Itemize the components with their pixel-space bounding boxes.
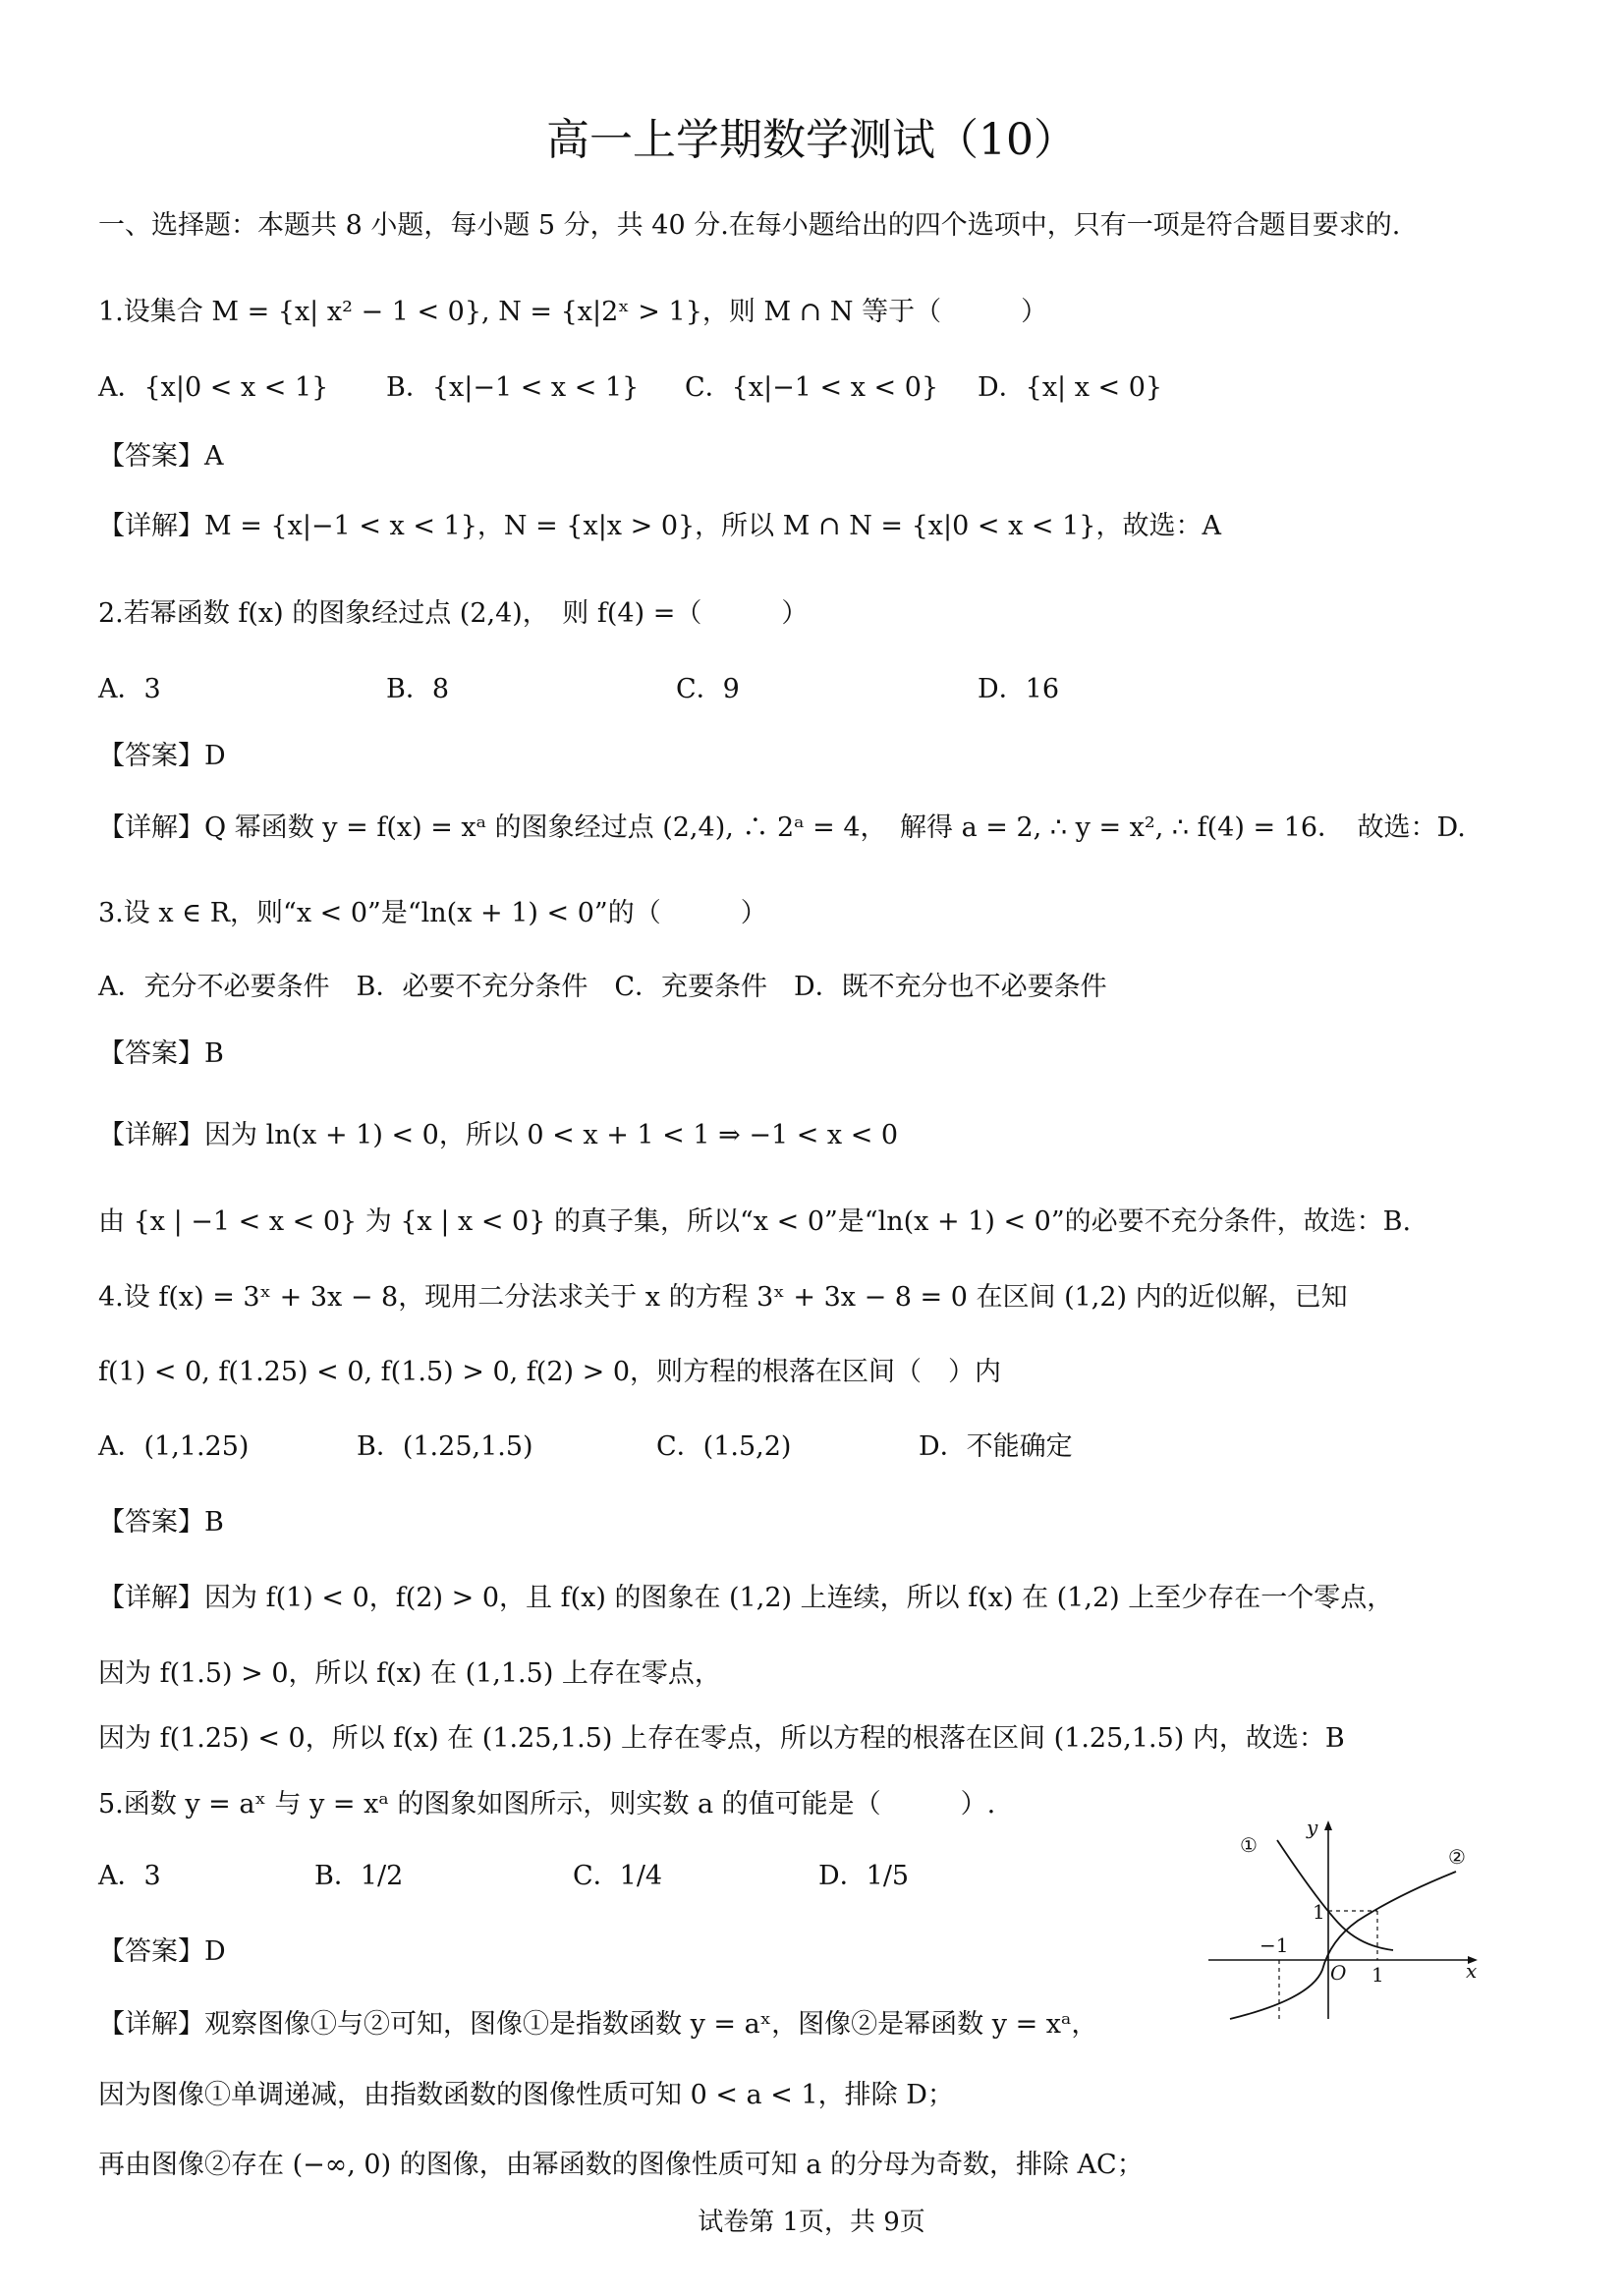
origin-label: O [1330, 1961, 1347, 1985]
section-heading: 一、选择题：本题共 8 小题，每小题 5 分，共 40 分.在每小题给出的四个选项中，只有一项是符合题目要求的. [98, 210, 1401, 241]
q4-option-c: C．(1.5,2) [656, 1431, 792, 1462]
q2-answer: 【答案】D [98, 741, 226, 771]
q2-option-a: A．3 [98, 674, 161, 704]
q4-detail-2: 因为 f(1.5) > 0，所以 f(x) 在 (1,1.5) 上存在零点， [98, 1658, 721, 1689]
q1-stem: 1.设集合 M = {x| x² − 1 < 0}, N = {x|2ˣ > 1}，则 M ∩ N 等于（ ） [98, 297, 1048, 327]
curve2-label: ② [1448, 1845, 1466, 1869]
q1-option-a: A．{x|0 < x < 1} [98, 372, 329, 403]
q5-detail-2: 因为图像①单调递减，由指数函数的图像性质可知 0 < a < 1，排除 D； [98, 2080, 954, 2110]
q1-option-d: D．{x| x < 0} [978, 372, 1163, 403]
q3-options: A．充分不必要条件 B．必要不充分条件 C．充要条件 D．既不充分也不必要条件 [98, 972, 1107, 1002]
q1-option-c: C．{x|−1 < x < 0} [685, 372, 939, 403]
q2-detail: 【详解】Q 幂函数 y = f(x) = xᵃ 的图象经过点 (2,4), ∴ 2ᵃ = 4， 解得 a = 2, ∴ y = x², ∴ f(4) = 16． 故选：D. [98, 812, 1466, 843]
q3-detail-1: 【详解】因为 ln(x + 1) < 0，所以 0 < x + 1 < 1 ⇒ −1 < x < 0 [98, 1120, 899, 1150]
q5-function-graph [1201, 1813, 1485, 2029]
q1-answer: 【答案】A [98, 441, 224, 472]
q4-option-b: B．(1.25,1.5) [357, 1431, 533, 1462]
y-axis-label: y [1307, 1816, 1318, 1839]
curve1-label: ① [1240, 1833, 1258, 1857]
page-title: 高一上学期数学测试（10） [546, 115, 1077, 165]
q4-option-d: D．不能确定 [919, 1431, 1073, 1462]
q5-option-d: D．1/5 [818, 1861, 910, 1891]
q2-option-b: B．8 [386, 674, 450, 704]
q2-stem: 2.若幂函数 f(x) 的图象经过点 (2,4)， 则 f(4) =（ ） [98, 598, 809, 629]
q2-option-d: D．16 [978, 674, 1060, 704]
curve-exponential [1277, 1840, 1393, 1950]
q5-answer: 【答案】D [98, 1936, 226, 1967]
tick-y1: 1 [1313, 1900, 1325, 1924]
q3-detail-2: 由 {x | −1 < x < 0} 为 {x | x < 0} 的真子集，所以“x < 0”是“ln(x + 1) < 0”的必要不充分条件，故选：B. [98, 1206, 1412, 1237]
q4-answer: 【答案】B [98, 1507, 224, 1538]
q4-option-a: A．(1,1.25) [98, 1431, 250, 1462]
q5-detail-3: 再由图像②存在 (−∞, 0) 的图像，由幂函数的图像性质可知 a 的分母为奇数，排除 AC； [98, 2150, 1144, 2180]
page-footer: 试卷第 1页，共 9页 [698, 2208, 925, 2237]
q4-detail-1: 【详解】因为 f(1) < 0，f(2) > 0，且 f(x) 的图象在 (1,2) 上连续，所以 f(x) 在 (1,2) 上至少存在一个零点， [98, 1583, 1394, 1613]
q2-option-c: C．9 [676, 674, 740, 704]
q5-option-c: C．1/4 [573, 1861, 663, 1891]
q3-stem: 3.设 x ∈ R，则“x < 0”是“ln(x + 1) < 0”的（ ） [98, 898, 767, 928]
tick-x1: 1 [1371, 1963, 1384, 1987]
y-axis-arrow [1324, 1820, 1332, 1830]
tick-neg1: −1 [1259, 1933, 1289, 1957]
x-axis-label: x [1466, 1959, 1478, 1983]
q5-option-a: A．3 [98, 1861, 161, 1891]
q1-detail: 【详解】M = {x|−1 < x < 1}，N = {x|x > 0}，所以 M ∩ N = {x|0 < x < 1}，故选：A [98, 511, 1221, 541]
q4-stem-1: 4.设 f(x) = 3ˣ + 3x − 8，现用二分法求关于 x 的方程 3ˣ + 3x − 8 = 0 在区间 (1,2) 内的近似解，已知 [98, 1282, 1348, 1313]
q5-detail-1: 【详解】观察图像①与②可知，图像①是指数函数 y = aˣ，图像②是幂函数 y = xᵃ， [98, 2009, 1098, 2040]
q5-stem: 5.函数 y = aˣ 与 y = xᵃ 的图象如图所示，则实数 a 的值可能是（ ）. [98, 1789, 996, 1820]
q4-detail-3: 因为 f(1.25) < 0，所以 f(x) 在 (1.25,1.5) 上存在零点，所以方程的根落在区间 (1.25,1.5) 内，故选：B [98, 1723, 1345, 1754]
q3-answer: 【答案】B [98, 1038, 224, 1069]
q1-option-b: B．{x|−1 < x < 1} [386, 372, 640, 403]
q5-option-b: B．1/2 [314, 1861, 404, 1891]
q4-stem-2: f(1) < 0, f(1.25) < 0, f(1.5) > 0, f(2) > 0，则方程的根落在区间（ ）内 [98, 1357, 1002, 1387]
